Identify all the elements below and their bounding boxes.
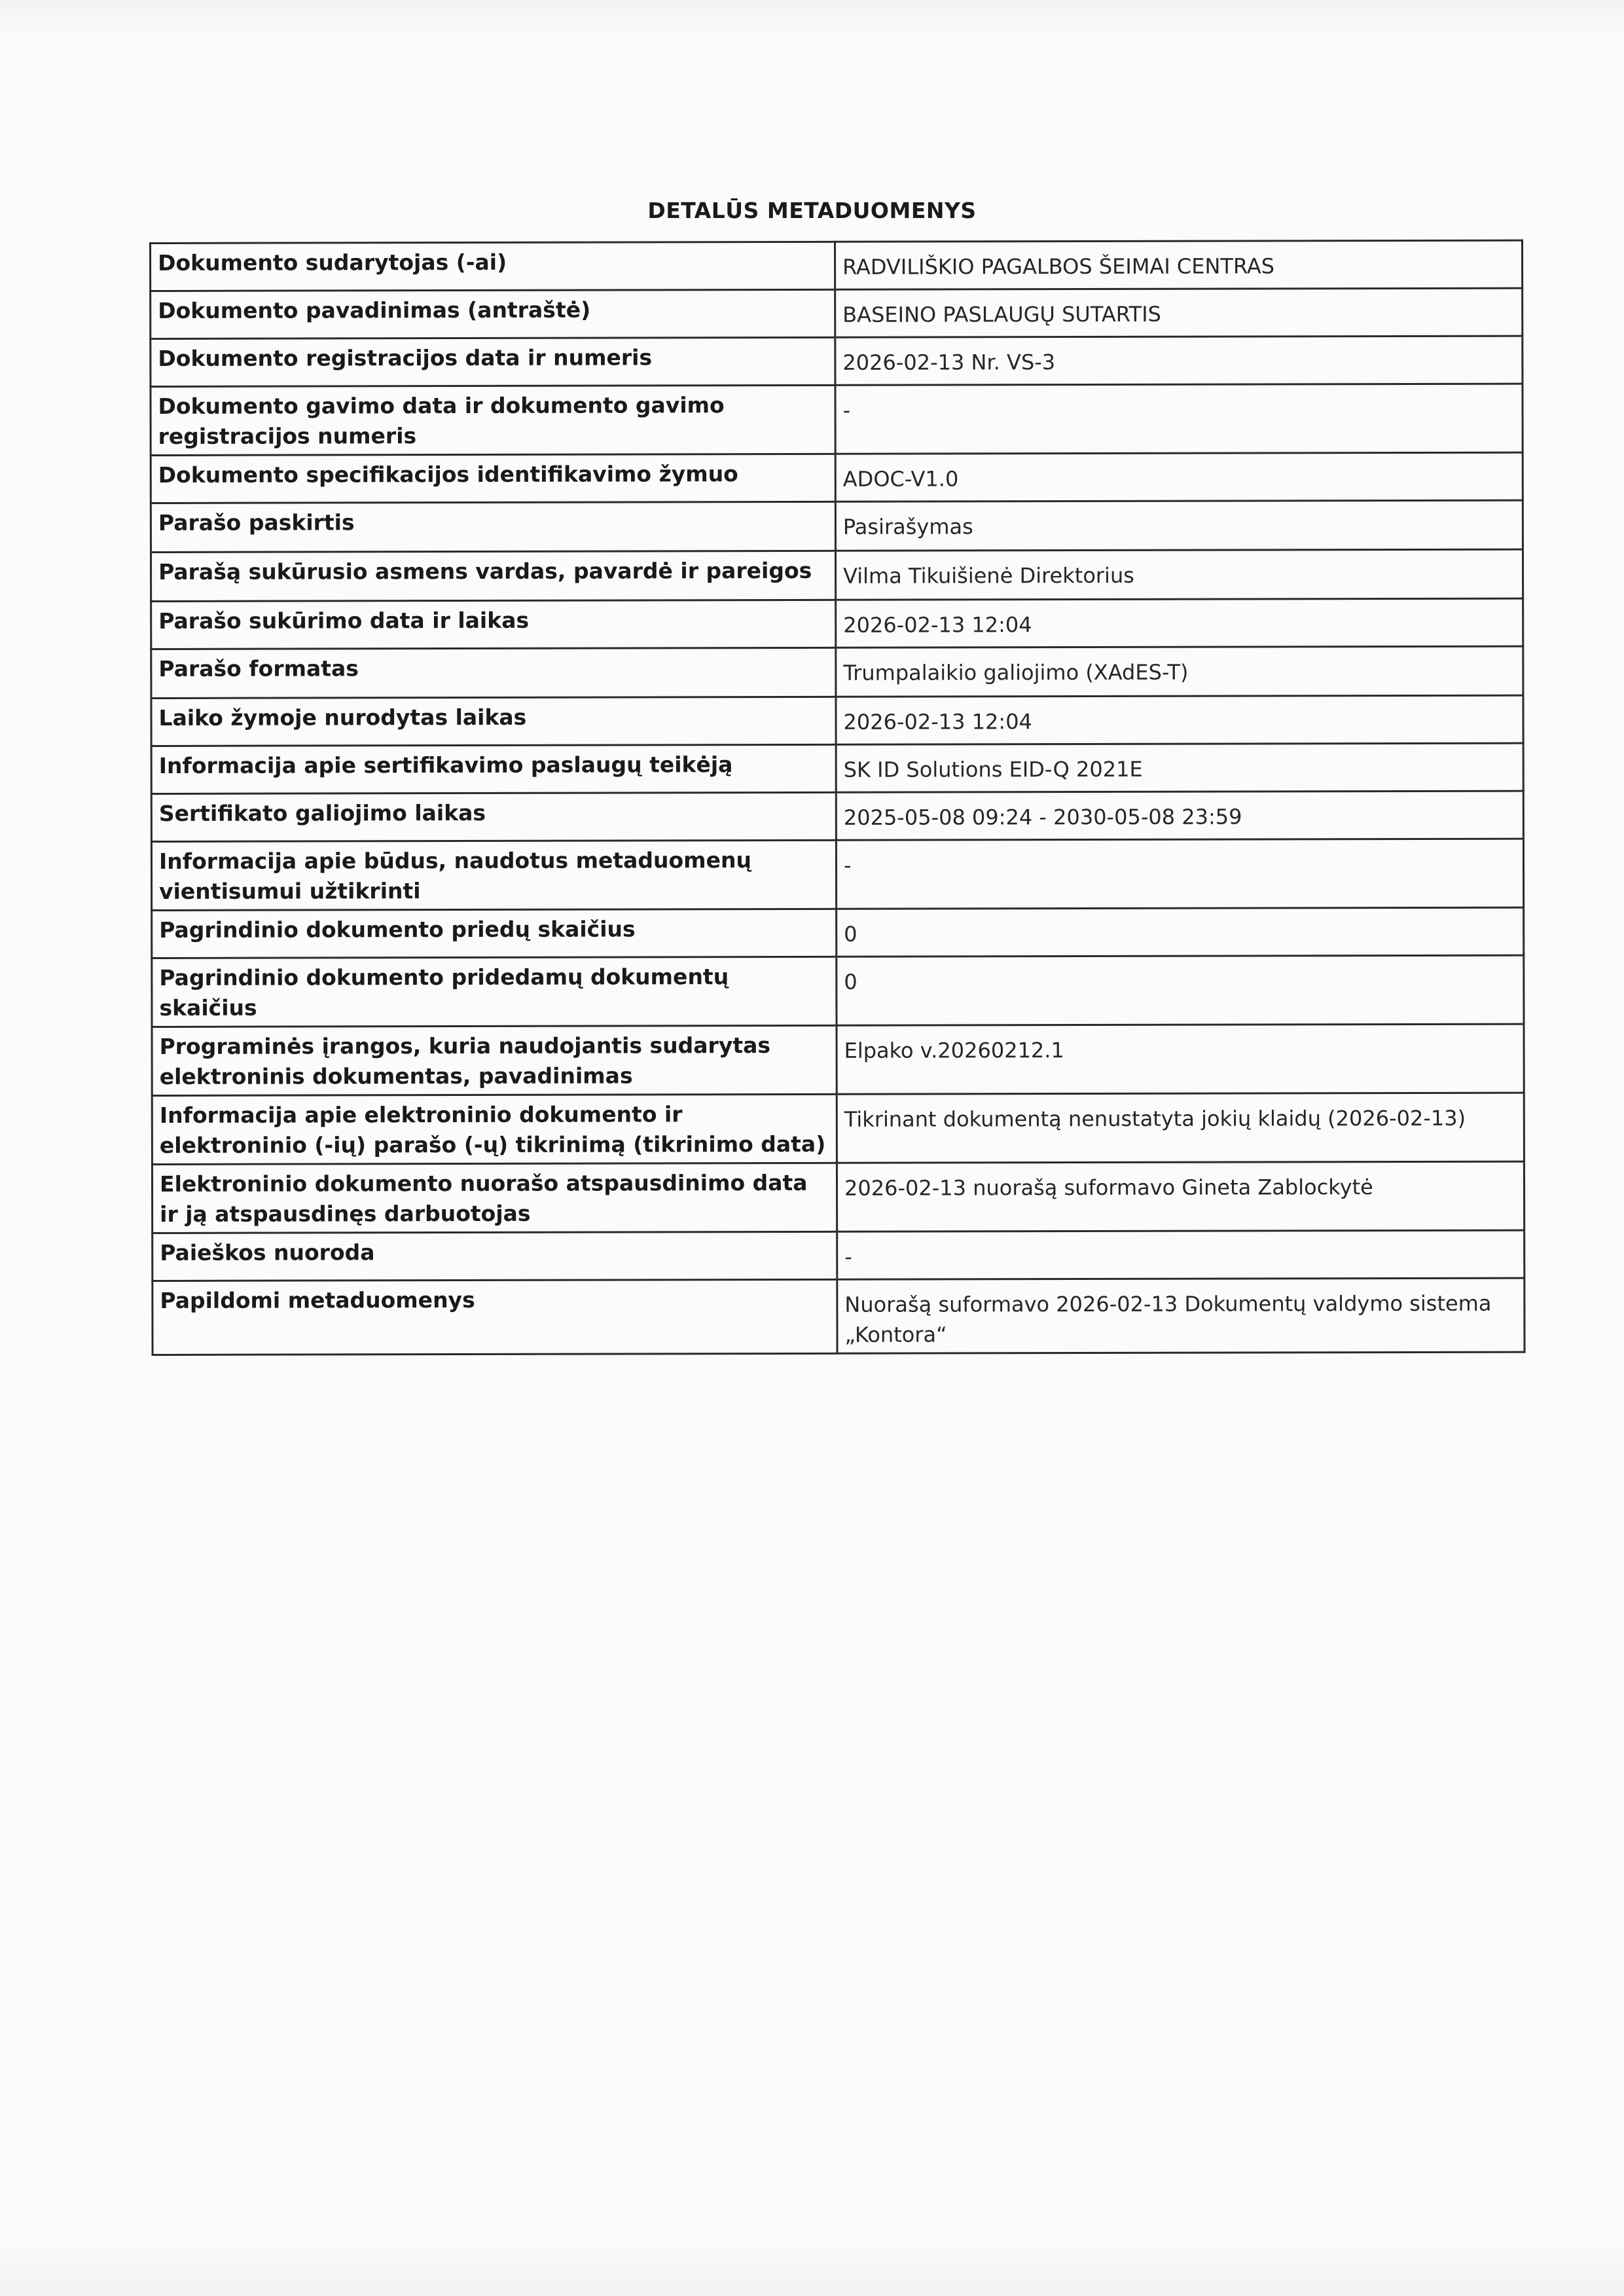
- table-row: [151, 384, 1523, 455]
- table-row: [151, 288, 1523, 338]
- row-value: 2025-05-08 09:24 - 2030-05-08 23:59: [836, 791, 1523, 840]
- row-label: Laiko žymoje nurodytas laikas: [151, 697, 836, 746]
- row-value: -: [837, 1230, 1525, 1279]
- row-value: -: [836, 839, 1523, 909]
- row-value: Trumpalaikio galiojimo (XAdES-T): [836, 646, 1523, 697]
- table-row: [151, 500, 1523, 552]
- row-value: SK ID Solutions EID-Q 2021E: [836, 743, 1523, 792]
- row-value: RADVILIŠKIO PAGALBOS ŠEIMAI CENTRAS: [835, 240, 1523, 289]
- table-row: [151, 695, 1523, 746]
- row-label: Papildomi metaduomenys: [153, 1279, 837, 1355]
- row-value: Vilma Tikuišienė Direktorius: [835, 549, 1523, 600]
- row-value: Nuorašą suformavo 2026-02-13 Dokumentų valdymo sistema „Kontora“: [837, 1278, 1525, 1353]
- row-label: Dokumento pavadinimas (antraštė): [151, 289, 835, 338]
- row-label: Elektroninio dokumento nuorašo atspausdinimo data ir ją atspausdinęs darbuotojas: [152, 1163, 837, 1233]
- row-value: ADOC-V1.0: [835, 452, 1523, 501]
- row-label: Dokumento specifikacijos identifikavimo žymuo: [151, 454, 835, 503]
- table-row: [152, 1161, 1524, 1233]
- table-row: [151, 646, 1523, 698]
- table-row: [151, 549, 1523, 601]
- row-value: 2026-02-13 12:04: [836, 598, 1523, 647]
- table-row: [151, 598, 1523, 649]
- table-row: [152, 1024, 1524, 1095]
- row-label: Dokumento registracijos data ir numeris: [151, 337, 835, 386]
- table-row: [153, 1230, 1525, 1281]
- row-label: Pagrindinio dokumento priedų skaičius: [152, 909, 837, 958]
- row-label: Pagrindinio dokumento pridedamų dokumentų skaičius: [152, 957, 837, 1027]
- row-value: Tikrinant dokumentą nenustatyta jokių klaidų (2026-02-13): [837, 1093, 1524, 1163]
- table-row: [151, 743, 1523, 793]
- row-value: 2026-02-13 12:04: [836, 695, 1523, 744]
- row-label: Dokumento gavimo data ir dokumento gavimo registracijos numeris: [151, 385, 835, 455]
- table-row: [151, 336, 1523, 386]
- row-value: -: [835, 384, 1523, 454]
- row-value: 0: [837, 907, 1524, 957]
- table-row: [152, 955, 1524, 1027]
- row-value: 2026-02-13 nuorašą suformavo Gineta Zablockytė: [837, 1161, 1524, 1231]
- row-label: Parašo sukūrimo data ir laikas: [151, 600, 836, 649]
- row-label: Sertifikato galiojimo laikas: [151, 792, 836, 841]
- table-row: [151, 839, 1523, 910]
- row-label: Paieškos nuoroda: [153, 1231, 837, 1281]
- row-label: Parašą sukūrusio asmens vardas, pavardė ir pareigos: [151, 551, 835, 601]
- row-label: Programinės įrangos, kuria naudojantis sudarytas elektroninis dokumentas, pavadinimas: [152, 1025, 837, 1095]
- row-value: Elpako v.20260212.1: [837, 1024, 1524, 1094]
- row-label: Informacija apie būdus, naudotus metaduomenų vientisumui užtikrinti: [151, 840, 836, 910]
- page-title: DETALŪS METADUOMENYS: [647, 198, 977, 223]
- row-label: Parašo formatas: [151, 647, 836, 698]
- row-value: BASEINO PASLAUGŲ SUTARTIS: [835, 288, 1523, 337]
- table-row: [153, 1278, 1525, 1355]
- row-value: 2026-02-13 Nr. VS-3: [835, 336, 1523, 385]
- table-row: [152, 907, 1524, 958]
- row-value: 0: [837, 955, 1524, 1025]
- row-label: Dokumento sudarytojas (-ai): [151, 242, 835, 291]
- metadata-table: [149, 240, 1526, 1356]
- table-row: [151, 240, 1523, 291]
- row-value: Pasirašymas: [835, 500, 1523, 551]
- table-row: [151, 791, 1523, 841]
- table-row: [151, 452, 1523, 503]
- table-row: [152, 1093, 1524, 1164]
- row-label: Informacija apie sertifikavimo paslaugų teikėją: [151, 744, 836, 793]
- row-label: Informacija apie elektroninio dokumento ir elektroninio (-ių) parašo (-ų) tikrinimą (tikrinimo data): [152, 1094, 837, 1164]
- row-label: Parašo paskirtis: [151, 501, 835, 552]
